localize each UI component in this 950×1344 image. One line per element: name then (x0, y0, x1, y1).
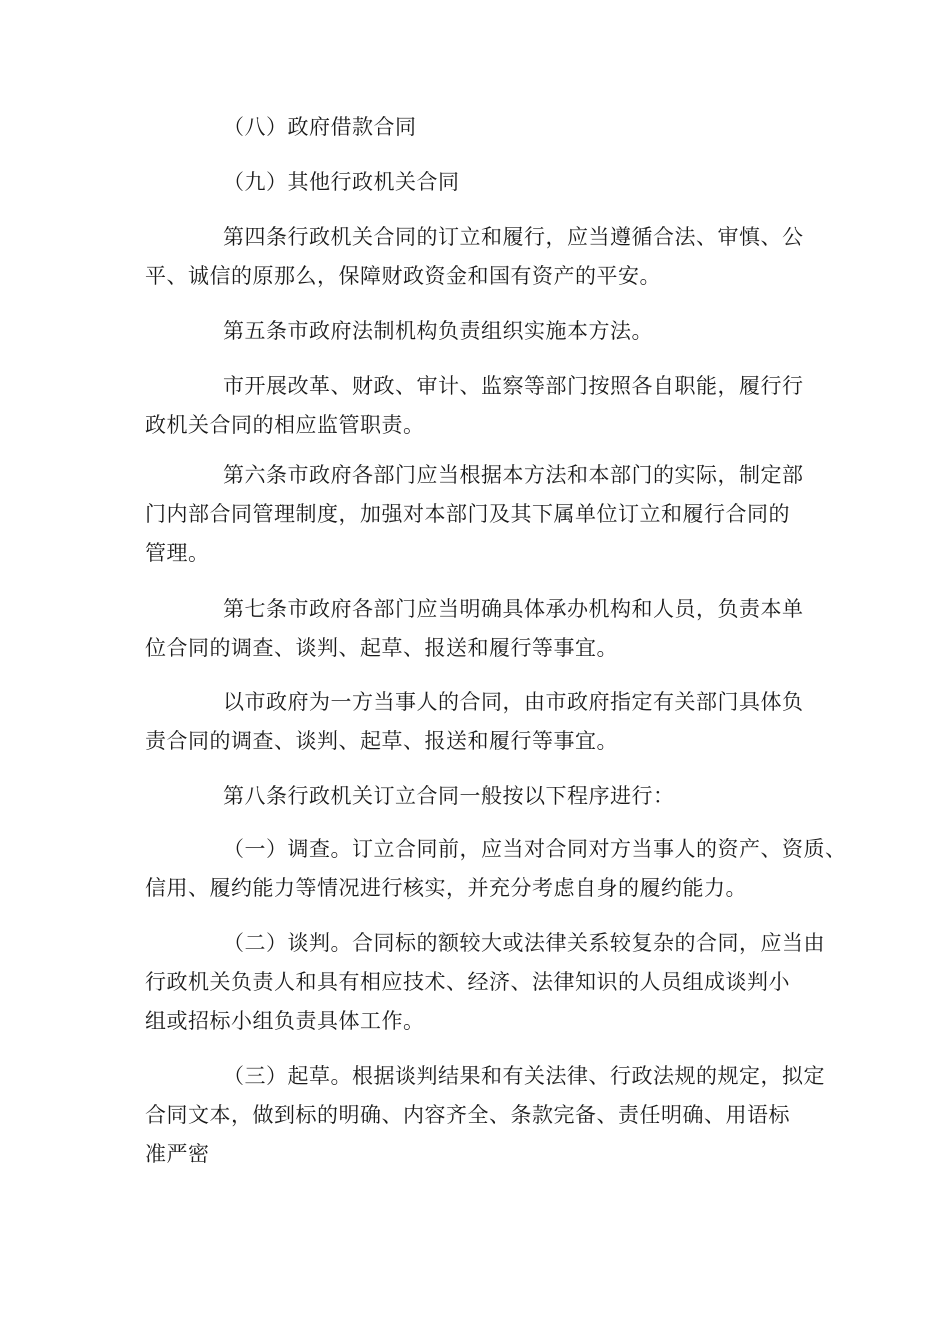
text-line: 第七条市政府各部门应当明确具体承办机构和人员，负责本单 (223, 597, 804, 621)
text-line: （二）谈判。合同标的额较大或法律关系较复杂的合同，应当由 (223, 931, 825, 955)
text-line: （八）政府借款合同 (223, 115, 417, 139)
text-line: 平、诚信的原那么，保障财政资金和国有资产的平安。 (145, 264, 661, 288)
text-line: 第六条市政府各部门应当根据本方法和本部门的实际，制定部 (223, 463, 804, 487)
paragraph-article-4 (145, 218, 825, 296)
paragraph-article-6 (145, 456, 825, 573)
text-line: 信用、履约能力等情况进行核实，并充分考虑自身的履约能力。 (145, 876, 747, 900)
text-line: 第四条行政机关合同的订立和履行，应当遵循合法、审慎、公 (223, 225, 804, 249)
text-line: 责合同的调查、谈判、起草、报送和履行等事宜。 (145, 729, 618, 753)
text-line: 第五条市政府法制机构负责组织实施本方法。 (223, 319, 653, 343)
text-line: 组或招标小组负责具体工作。 (145, 1009, 425, 1033)
text-line: 第八条行政机关订立合同一般按以下程序进行： (223, 784, 675, 808)
text-line: 行政机关负责人和具有相应技术、经济、法律知识的人员组成谈判小 (145, 970, 790, 994)
paragraph-item-9 (145, 163, 825, 202)
paragraph-article-8 (145, 777, 825, 816)
paragraph-city-government (145, 683, 825, 761)
paragraph-step-3 (145, 1057, 825, 1174)
text-line: 合同文本，做到标的明确、内容齐全、条款完备、责任明确、用语标 (145, 1103, 790, 1127)
text-line: 管理。 (145, 541, 210, 565)
text-line: 门内部合同管理制度，加强对本部门及其下属单位订立和履行合同的 (145, 502, 790, 526)
text-line: （三）起草。根据谈判结果和有关法律、行政法规的规定，拟定 (223, 1064, 825, 1088)
text-line: 位合同的调查、谈判、起草、报送和履行等事宜。 (145, 636, 618, 660)
paragraph-supervision (145, 367, 825, 445)
paragraph-article-7 (145, 590, 825, 668)
paragraph-item-8 (145, 108, 825, 147)
text-line: 市开展改革、财政、审计、监察等部门按照各自职能，履行行 (223, 374, 804, 398)
text-line: （九）其他行政机关合同 (223, 170, 460, 194)
text-line: 政机关合同的相应监管职责。 (145, 413, 425, 437)
paragraph-step-1 (145, 830, 847, 908)
paragraph-step-2 (145, 924, 825, 1041)
paragraph-article-5 (145, 312, 825, 351)
text-line: （一）调查。订立合同前，应当对合同对方当事人的资产、资质、 (223, 837, 847, 861)
text-line: 以市政府为一方当事人的合同，由市政府指定有关部门具体负 (223, 690, 804, 714)
text-line: 准严密 (145, 1142, 210, 1166)
